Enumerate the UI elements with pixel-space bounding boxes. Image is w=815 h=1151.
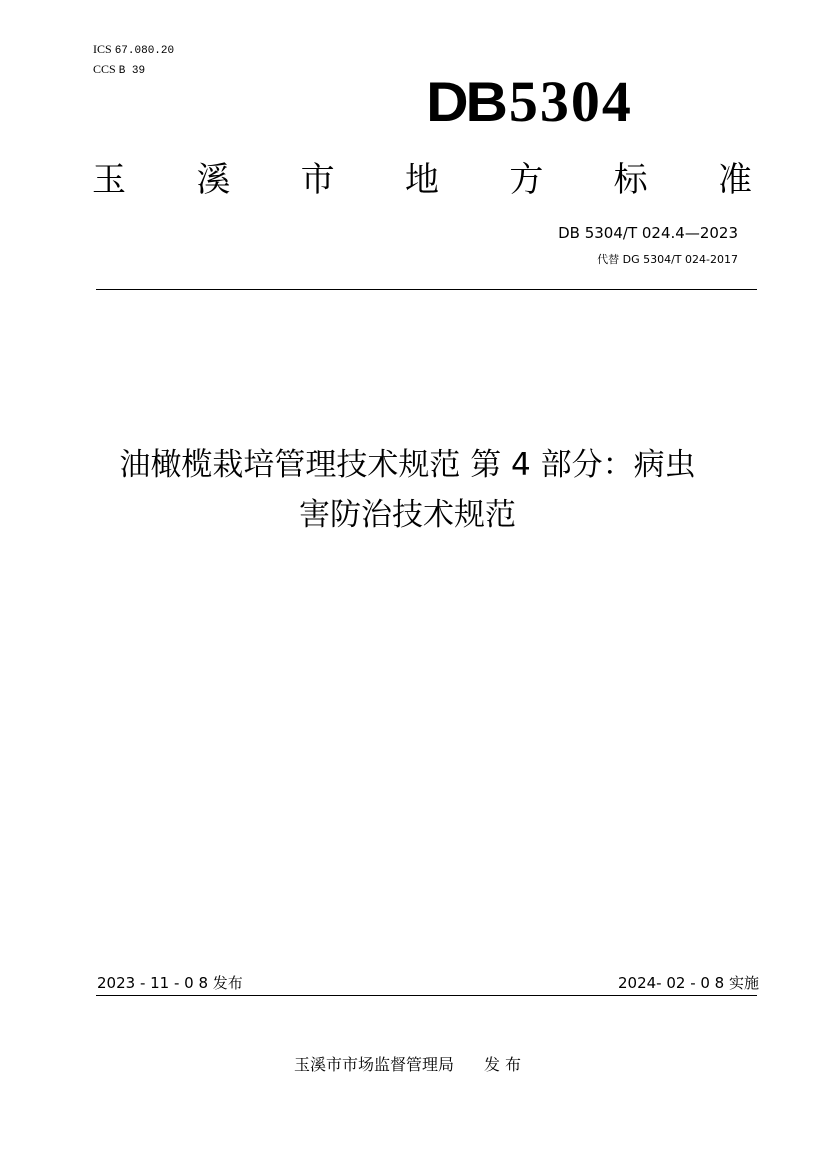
- issuing-authority: 玉溪市市场监督管理局: [293, 1055, 454, 1074]
- ics-label: ICS: [93, 42, 112, 56]
- standard-type-char: 市: [300, 160, 335, 200]
- standard-type-char: 方: [509, 160, 544, 200]
- ccs-label: CCS: [93, 62, 116, 76]
- db-logo: [426, 69, 633, 134]
- issue-date: 2023 - 11 - 0 8 发布: [97, 974, 243, 992]
- issuing-authority-line: [0, 1052, 815, 1075]
- ccs-line: [93, 60, 174, 80]
- title-line: 害防治技术规范: [299, 497, 516, 533]
- header-divider: [96, 289, 757, 290]
- standard-type-heading: [92, 160, 752, 200]
- footer-divider: [96, 995, 757, 996]
- standard-type-char: 地: [404, 160, 439, 200]
- replaces-standard: 代替 DG 5304/T 024-2017: [597, 253, 738, 266]
- standard-type-char: 标: [613, 160, 648, 200]
- ccs-code: B 39: [118, 65, 146, 77]
- standard-type-char: 准: [717, 160, 752, 200]
- standard-type-char: 玉: [92, 160, 126, 200]
- classification-codes: [93, 40, 174, 80]
- ics-line: [93, 40, 174, 60]
- implementation-date: 2024- 02 - 0 8 实施: [617, 974, 759, 992]
- standard-number: DB 5304/T 024.4—2023: [558, 224, 738, 242]
- document-title: [80, 440, 735, 540]
- db-logo-number: 5304: [508, 69, 633, 134]
- standard-type-char: 溪: [196, 160, 231, 200]
- title-line: 油橄榄栽培管理技术规范 第 4 部分：病虫: [119, 447, 696, 483]
- issuing-action: 发 布: [483, 1055, 522, 1074]
- ics-code: 67.080.20: [114, 45, 175, 57]
- db-logo-prefix: DB: [426, 70, 505, 133]
